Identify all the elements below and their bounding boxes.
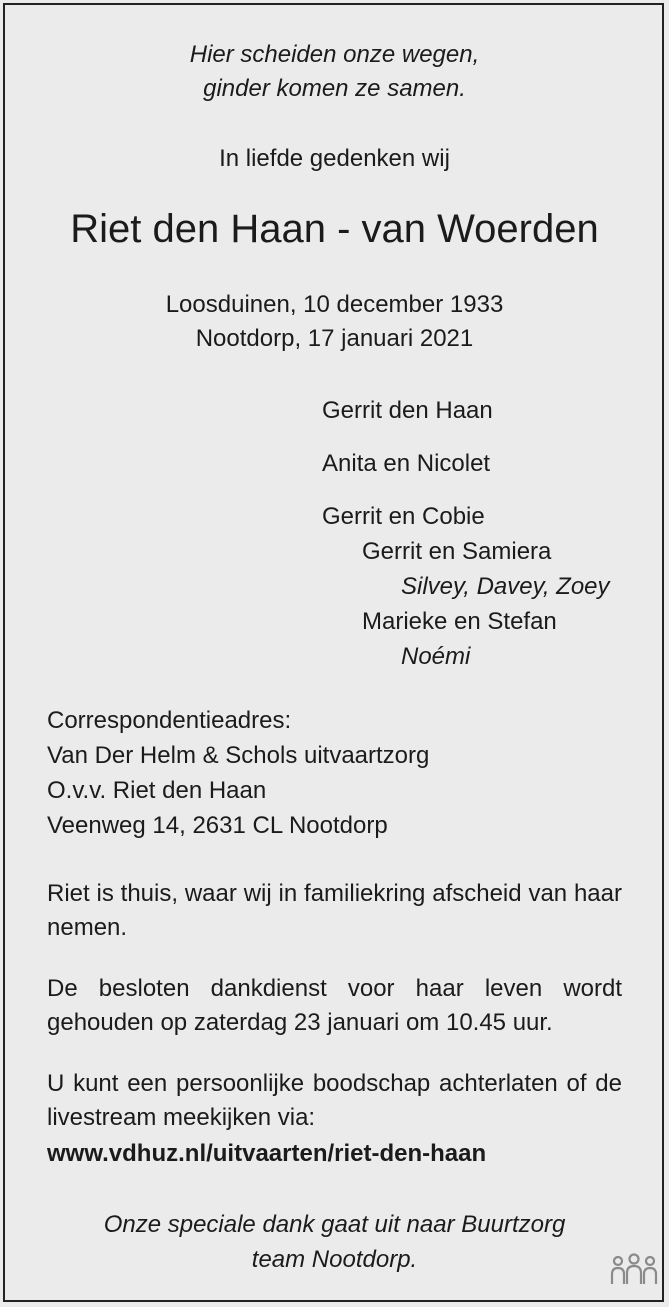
family-member: Noémi [401, 643, 471, 670]
family-member: Gerrit den Haan [322, 397, 493, 424]
people-group-icon [609, 1250, 659, 1290]
address-label: Correspondentieadres: [47, 707, 292, 734]
address-line: Veenweg 14, 2631 CL Nootdorp [47, 812, 388, 839]
family-member: Silvey, Davey, Zoey [401, 573, 610, 600]
paragraph-home: Riet is thuis, waar wij in familiekring afscheid van haar nemen. [47, 880, 622, 941]
address-line: O.v.v. Riet den Haan [47, 777, 267, 804]
address-line: Van Der Helm & Schols uitvaartzorg [47, 742, 430, 769]
family-member: Marieke en Stefan [362, 608, 557, 635]
family-member: Gerrit en Samiera [362, 538, 552, 565]
paragraph-service: De besloten dankdienst voor haar leven wordt gehouden op zaterdag 23 januari om 10.45 uur. [47, 975, 622, 1036]
poem-line-1: Hier scheiden onze wegen, [189, 41, 480, 68]
intro-text: In liefde gedenken wij [219, 145, 450, 172]
thanks-line-2: team Nootdorp. [251, 1246, 418, 1273]
poem-line-2: ginder komen ze samen. [203, 75, 466, 102]
livestream-url[interactable]: www.vdhuz.nl/uitvaarten/riet-den-haan [47, 1140, 487, 1167]
family-member: Anita en Nicolet [322, 450, 491, 477]
death-line: Nootdorp, 17 januari 2021 [195, 325, 474, 352]
birth-line: Loosduinen, 10 december 1933 [165, 291, 504, 318]
thanks-line-1: Onze speciale dank gaat uit naar Buurtzorg [103, 1211, 566, 1238]
family-member: Gerrit en Cobie [322, 503, 485, 530]
deceased-name: Riet den Haan - van Woerden [70, 207, 599, 251]
paragraph-livestream: U kunt een persoonlijke boodschap achterlaten of de livestream meekijken via: [47, 1070, 622, 1131]
